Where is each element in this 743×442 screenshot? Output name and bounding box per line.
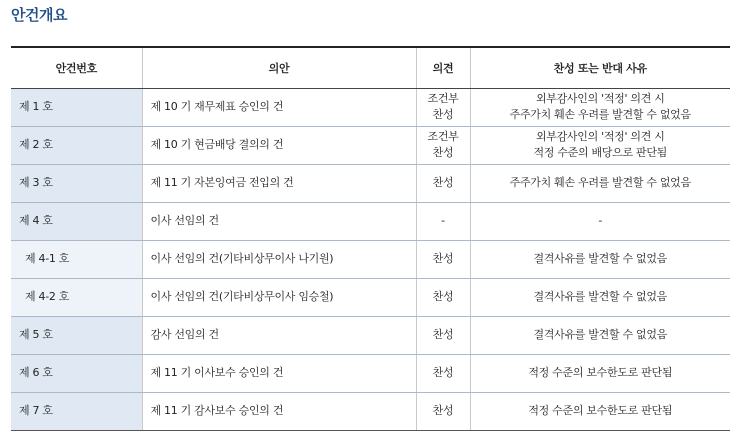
agenda-item: 제 11 기 자본잉여금 전입의 건 [142, 164, 416, 202]
opinion-cell [416, 354, 470, 392]
agenda-number: 제 3 호 [11, 164, 142, 202]
header-agenda-item: 의안 [142, 47, 416, 88]
opinion-text: 찬성 [432, 146, 454, 159]
reason-cell [470, 202, 730, 240]
opinion-cell [416, 240, 470, 278]
agenda-number: 제 4 호 [11, 202, 142, 240]
opinion-text: - [441, 214, 445, 227]
agenda-number: 제 5 호 [11, 316, 142, 354]
reason-text: 결격사유를 발견할 수 없었음 [533, 328, 667, 341]
opinion-cell [416, 88, 470, 126]
header-opinion: 의견 [416, 47, 470, 88]
agenda-number: 제 7 호 [11, 392, 142, 430]
agenda-item: 제 11 기 이사보수 승인의 건 [142, 354, 416, 392]
opinion-cell [416, 278, 470, 316]
table-header-row [11, 47, 730, 88]
opinion-cell [416, 202, 470, 240]
reason-text: 결격사유를 발견할 수 없었음 [533, 252, 667, 265]
agenda-number: 제 4-2 호 [11, 278, 142, 316]
agenda-number: 제 4-1 호 [11, 240, 142, 278]
table-row [11, 164, 730, 202]
reason-cell [470, 316, 730, 354]
reason-cell [470, 392, 730, 430]
reason-cell [470, 240, 730, 278]
reason-text: 결격사유를 발견할 수 없었음 [533, 290, 667, 303]
agenda-number: 제 2 호 [11, 126, 142, 164]
reason-text: 주주가치 훼손 우려를 발견할 수 없었음 [509, 108, 691, 121]
table-row [11, 88, 730, 126]
agenda-item: 감사 선임의 건 [142, 316, 416, 354]
agenda-item: 이사 선임의 건 [142, 202, 416, 240]
opinion-cell [416, 392, 470, 430]
reason-text: - [598, 214, 603, 227]
agenda-item: 제 10 기 재무제표 승인의 건 [142, 88, 416, 126]
opinion-text: 찬성 [432, 108, 454, 121]
header-reason: 찬성 또는 반대 사유 [470, 47, 730, 88]
agenda-table [11, 46, 730, 431]
agenda-number: 제 6 호 [11, 354, 142, 392]
agenda-number: 제 1 호 [11, 88, 142, 126]
table-row [11, 316, 730, 354]
opinion-text: 조건부 [427, 92, 459, 105]
reason-text: 적정 수준의 보수한도로 판단됨 [528, 366, 673, 379]
agenda-item: 이사 선임의 건(기타비상무이사 나기원) [142, 240, 416, 278]
agenda-item: 이사 선임의 건(기타비상무이사 임승철) [142, 278, 416, 316]
table-row [11, 278, 730, 316]
table-row [11, 354, 730, 392]
reason-cell [470, 164, 730, 202]
reason-cell [470, 278, 730, 316]
table-row [11, 202, 730, 240]
reason-cell [470, 126, 730, 164]
agenda-item: 제 10 기 현금배당 결의의 건 [142, 126, 416, 164]
reason-cell [470, 354, 730, 392]
opinion-cell [416, 126, 470, 164]
agenda-item: 제 11 기 감사보수 승인의 건 [142, 392, 416, 430]
reason-text: 적정 수준의 보수한도로 판단됨 [528, 404, 673, 417]
opinion-text: 찬성 [432, 290, 454, 303]
reason-text: 주주가치 훼손 우려를 발견할 수 없었음 [509, 176, 691, 189]
table-row [11, 240, 730, 278]
header-agenda-number: 안건번호 [11, 47, 142, 88]
opinion-cell [416, 164, 470, 202]
section-title: 안건개요 [11, 6, 67, 24]
reason-text: 외부감사인의 '적정' 의견 시 [535, 92, 665, 105]
table-row [11, 392, 730, 430]
opinion-text: 찬성 [432, 366, 454, 379]
reason-text: 적정 수준의 배당으로 판단됨 [533, 146, 667, 159]
table-row [11, 126, 730, 164]
reason-text: 외부감사인의 '적정' 의견 시 [535, 130, 665, 143]
opinion-text: 찬성 [432, 176, 454, 189]
opinion-text: 찬성 [432, 404, 454, 417]
opinion-text: 찬성 [432, 252, 454, 265]
opinion-cell [416, 316, 470, 354]
reason-cell [470, 88, 730, 126]
opinion-text: 찬성 [432, 328, 454, 341]
opinion-text: 조건부 [427, 130, 459, 143]
